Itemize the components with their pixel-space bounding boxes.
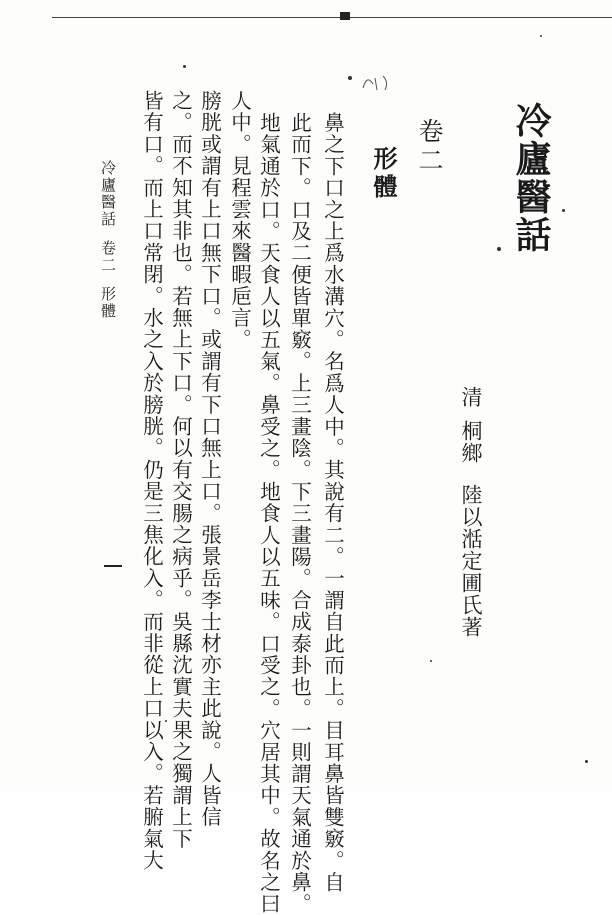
scan-speck <box>562 209 565 212</box>
author-line <box>460 386 481 638</box>
margin-title: 冷廬醫話 <box>99 160 117 228</box>
volume-label: 卷二 <box>415 118 444 176</box>
book-title: 冷廬醫話 <box>510 102 552 254</box>
pencil-mark <box>355 70 395 94</box>
scan-speck <box>540 35 542 37</box>
scan-speck <box>585 760 588 763</box>
top-border-line <box>52 17 612 18</box>
author-name: 陸以湉定圃氏著 <box>459 484 483 638</box>
section-title: 形體 <box>369 146 398 202</box>
scan-speck <box>165 720 167 722</box>
author-hometown: 桐鄉 <box>459 420 483 464</box>
scan-speck <box>430 660 432 662</box>
margin-section: 形體 <box>99 286 117 320</box>
ink-mark <box>340 12 350 20</box>
page-number <box>0 0 1 1</box>
scan-speck <box>348 76 352 80</box>
author-dynasty: 清 <box>459 386 483 408</box>
body-column-5: 膀胱或謂有上口無下口。或謂有下口無上口。張景岳李士材亦主此說。人皆信 <box>197 90 222 828</box>
scan-speck <box>183 65 186 68</box>
body-column-1: 鼻之下口之上爲水溝穴。名爲人中。其說有二。一謂自此而上。目耳鼻皆雙竅。自 <box>320 112 345 894</box>
body-column-2: 此而下。口及二便皆單竅。上三畫陰。下三畫陽。合成泰卦也。一則謂天氣通於鼻。 <box>287 112 312 915</box>
margin-volume: 卷二 <box>99 240 117 274</box>
body-column-7: 皆有口。而上口常閉。水之入於膀胱。仍是三焦化入。而非從上口以入。若腑氣大 <box>139 90 164 872</box>
body-column-3: 地氣通於口。天食人以五氣。鼻受之。地食人以五味。口受之。穴居其中。故名之曰 <box>256 112 281 915</box>
margin-running-head <box>100 160 115 320</box>
page-number-mark <box>104 565 122 567</box>
body-column-4: 人中。見程雲來醫暇巵言。 <box>227 90 252 351</box>
scan-speck <box>497 247 501 251</box>
body-column-6: 之。而不知其非也。若無上下口。何以有交腸之病乎。吳縣沈實夫果之獨謂上下 <box>168 90 193 850</box>
